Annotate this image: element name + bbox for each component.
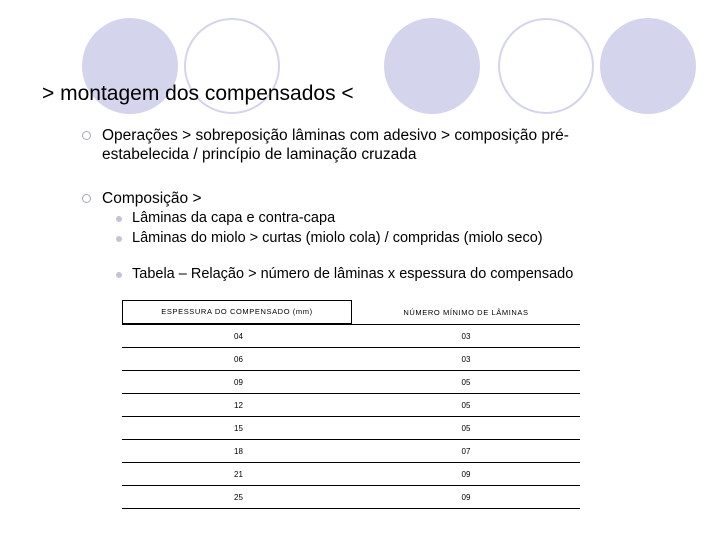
- layers-cell: 05: [352, 394, 580, 417]
- thickness-cell: 06: [122, 348, 352, 371]
- layers-cell: 09: [352, 463, 580, 486]
- thickness-cell: 04: [122, 325, 352, 348]
- thickness-cell: 09: [122, 371, 352, 394]
- slide-title: > montagem dos compensados <: [42, 82, 354, 105]
- bullet-ring-icon: [82, 131, 91, 140]
- table-row: [122, 440, 580, 463]
- bullet-text-continued: estabelecida / princípio de laminação cruzada: [102, 146, 417, 163]
- table-body: [122, 325, 580, 509]
- table-row: [122, 463, 580, 486]
- sub-bullet-text: Lâminas da capa e contra-capa: [132, 210, 336, 226]
- sub-bullet-text: Tabela – Relação > número de lâminas x espessura do compensado: [132, 266, 574, 282]
- layers-cell: 09: [352, 486, 580, 509]
- table-row: [122, 348, 580, 371]
- layers-cell: 03: [352, 325, 580, 348]
- decorative-circle: [384, 18, 480, 114]
- column-header-layers: NÚMERO MÍNIMO DE LÂMINAS: [403, 307, 529, 317]
- layers-cell: 07: [352, 440, 580, 463]
- decorative-ring: [498, 18, 594, 114]
- table-row: [122, 486, 580, 509]
- bullet-ring-icon: [82, 194, 91, 203]
- table-row: [122, 417, 580, 440]
- thickness-cell: 18: [122, 440, 352, 463]
- sub-bullet-dot-icon: [116, 272, 122, 278]
- sub-bullet-text: Lâminas do miolo > curtas (miolo cola) / compridas (miolo seco): [132, 230, 543, 246]
- bullet-text: Composição >: [102, 190, 202, 207]
- table-row: [122, 325, 580, 348]
- layers-cell: 05: [352, 417, 580, 440]
- layers-cell: 05: [352, 371, 580, 394]
- table-row: [122, 371, 580, 394]
- sub-bullet-dot-icon: [116, 216, 122, 222]
- sub-bullet-dot-icon: [116, 236, 122, 242]
- table-header-row: [122, 300, 580, 325]
- thickness-cell: 15: [122, 417, 352, 440]
- layers-cell: 03: [352, 348, 580, 371]
- thickness-cell: 21: [122, 463, 352, 486]
- thickness-table: [122, 300, 580, 509]
- thickness-cell: 12: [122, 394, 352, 417]
- table-row: [122, 394, 580, 417]
- thickness-cell: 25: [122, 486, 352, 509]
- bullet-text: Operações > sobreposição lâminas com adesivo > composição pré-: [102, 127, 569, 144]
- column-header-thickness: ESPESSURA DO COMPENSADO (mm): [122, 300, 352, 324]
- decorative-circle: [600, 18, 696, 114]
